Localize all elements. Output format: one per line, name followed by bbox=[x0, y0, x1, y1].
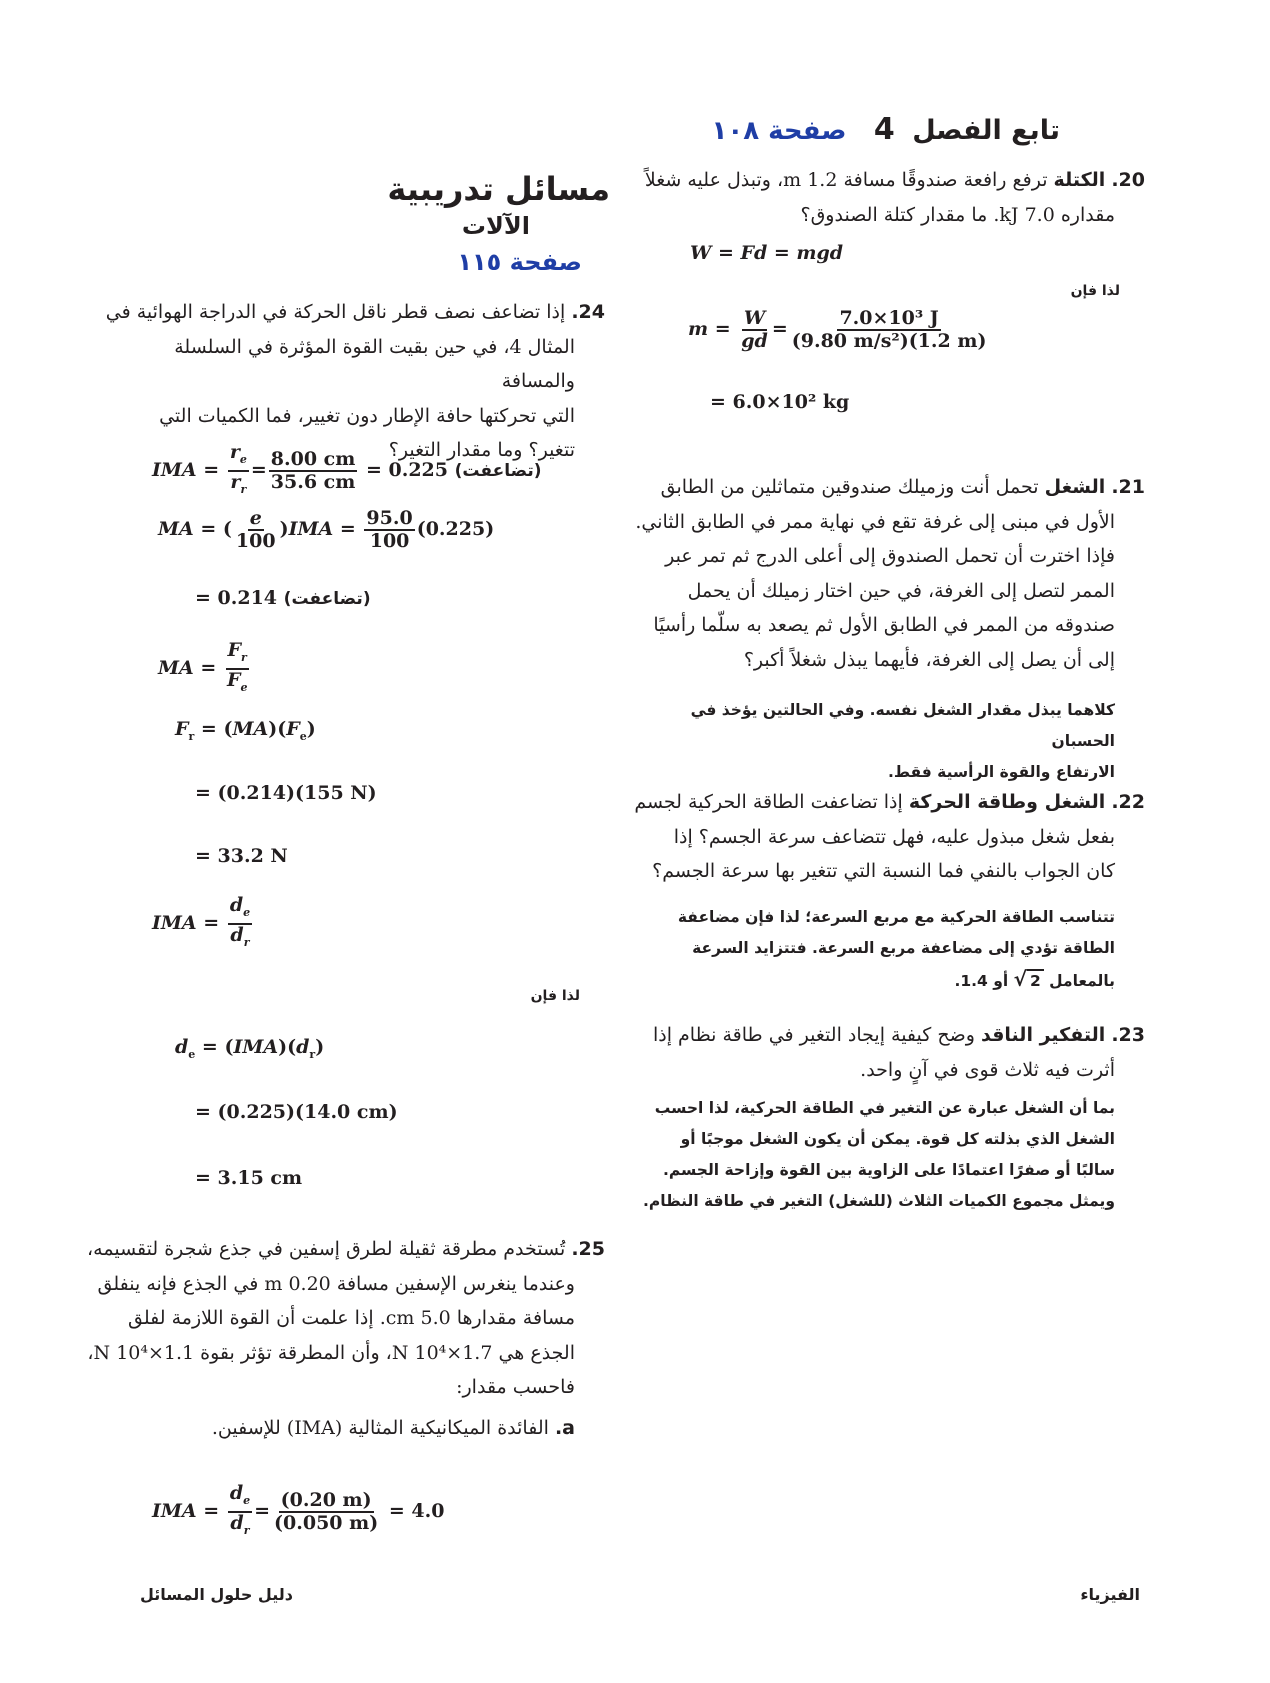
q24-eq-fr-values: = (0.214)(155 N) bbox=[195, 782, 377, 804]
q24-frac-ima bbox=[269, 449, 358, 493]
q23-answer bbox=[625, 1093, 1115, 1217]
q25-part-a-label: a. bbox=[554, 1416, 575, 1439]
q24-eq-ima-d: IMA = $\frac{d_e}{d_r}$ bbox=[152, 895, 254, 953]
q21-keyword: الشغل bbox=[1044, 476, 1106, 498]
question-20 bbox=[625, 163, 1145, 232]
q22-answer-line: الطاقة تؤدي إلى مضاعفة مربع السرعة. فتتزايد السرعة bbox=[692, 939, 1115, 957]
q23-line: وضح كيفية إيجاد التغير في طاقة نظام إذا bbox=[652, 1024, 975, 1046]
footer-left: دليل حلول المسائل bbox=[140, 1585, 293, 1604]
q23-answer-line: ويمثل مجموع الكميات الثلاث (للشغل) التغير في طاقة النظام. bbox=[643, 1192, 1115, 1210]
q20-eq-mass: m = $\frac{W}{gd}$ = $\frac{\text{7.0×10³ J}}{\text{(9.80 m/s²)(1.2 m)}}$ bbox=[688, 307, 987, 352]
question-23 bbox=[625, 1018, 1145, 1087]
question-22 bbox=[625, 785, 1145, 889]
question-21 bbox=[625, 470, 1145, 677]
q25-line: مسافة مقدارها 5.0 cm. إذا علمت أن القوة اللازمة لفلق bbox=[128, 1307, 575, 1329]
q22-answer-factor-label: بالمعامل bbox=[1049, 972, 1115, 990]
q21-line: الأول في مبنى إلى غرفة تقع في نهاية ممر في الطابق الثاني. bbox=[635, 510, 1115, 533]
chapter-label: تابع الفصل bbox=[912, 115, 1060, 146]
q24-eq-ma-result bbox=[195, 587, 371, 609]
q20-frac2 bbox=[790, 308, 989, 352]
q24-eq-ma: MA = ( $\frac{e}{100}$ )IMA = $\frac{95.0}{100}$ (0.225) bbox=[158, 507, 495, 552]
q20-frac2-den: (9.80 m/s²)(1.2 m) bbox=[791, 330, 987, 352]
q24-doubled-label: (تضاعفت) bbox=[454, 460, 542, 481]
sqrt-symbol: √ 2 bbox=[1014, 964, 1044, 997]
q23-answer-line: الشغل الذي بذلته كل قوة. يمكن أن يكون الشغل موجبًا أو bbox=[680, 1130, 1115, 1148]
q23-keyword: التفكير الناقد bbox=[981, 1024, 1106, 1046]
question-25 bbox=[75, 1232, 605, 1445]
q25-line: وعندما ينغرس الإسفين مسافة 0.20 m في الجذع فإنه ينفلق bbox=[97, 1272, 575, 1295]
q24-line: التي تحركتها حافة الإطار دون تغيير، فما الكميات التي bbox=[159, 404, 575, 427]
sqrt-value: 2 bbox=[1027, 969, 1044, 991]
q24-eq-de: $d_e = (IMA)(d_r)$ bbox=[175, 1036, 325, 1061]
q25-frac-den: (0.050 m) bbox=[274, 1511, 379, 1534]
q20-number: 20. bbox=[1111, 169, 1145, 191]
chapter-number: 4 bbox=[873, 112, 895, 147]
q21-line: الممر لتصل إلى الغرفة، في حين اختار زميلك أن يحمل bbox=[687, 579, 1115, 602]
q24-eq-fr: $F_r = (MA)(F_e)$ bbox=[175, 718, 316, 743]
q20-frac2-num: 7.0×10³ J bbox=[839, 307, 939, 329]
q24-line: المثال 4، في حين بقيت القوة المؤثرة في السلسلة والمسافة bbox=[174, 335, 575, 392]
q24-therefore: لذا فإن bbox=[530, 988, 580, 1004]
q21-number: 21. bbox=[1111, 476, 1145, 498]
q22-line: بفعل شغل مبذول عليه، فهل تتضاعف سرعة الجسم؟ إذا bbox=[673, 825, 1115, 848]
q24-eq-ma-forces: MA = $\frac{F_r}{F_e}$ bbox=[158, 640, 251, 698]
q21-line: تحمل أنت وزميلك صندوقين متماثلين من الطابق bbox=[660, 476, 1039, 498]
q25-eq-ima: IMA = $\frac{d_e}{d_r}$ = $\frac{(0.20 m)}{(0.050 m)}$ = 4.0 bbox=[152, 1483, 444, 1541]
q21-answer bbox=[625, 695, 1115, 788]
q20-frac1 bbox=[739, 308, 770, 352]
q25-part-a bbox=[75, 1411, 605, 1446]
q25-number: 25. bbox=[571, 1238, 605, 1260]
q20-therefore: لذا فإن bbox=[1070, 283, 1120, 299]
q23-line: أثرت فيه ثلاث قوى في آنٍ واحد. bbox=[860, 1058, 1115, 1081]
q25-part-a-text: الفائدة الميكانيكية المثالية (IMA) للإسفين. bbox=[211, 1416, 549, 1439]
q24-frac-ma-num: 95.0 bbox=[366, 507, 413, 529]
q23-number: 23. bbox=[1111, 1024, 1145, 1046]
q23-answer-line: بما أن الشغل عبارة عن التغير في الطاقة الحركية، لذا احسب bbox=[654, 1099, 1115, 1117]
section-page-label: صفحة ١١٥ bbox=[457, 248, 582, 276]
q24-eq-fr-result: = 33.2 N bbox=[195, 845, 288, 867]
q21-answer-line: الارتفاع والقوة الرأسية فقط. bbox=[888, 763, 1115, 781]
q25-line: الجذع هي 1.7×10⁴ N، وأن المطرقة تؤثر بقوة 1.1×10⁴ N، bbox=[87, 1341, 575, 1364]
q21-line: فإذا اخترت أن تحمل الصندوق إلى أعلى الدرج ثم تمر عبر bbox=[665, 545, 1115, 567]
q22-answer-line: تتناسب الطاقة الحركية مع مربع السرعة؛ لذا فإن مضاعفة bbox=[677, 908, 1115, 926]
q24-line: إذا تضاعف نصف قطر ناقل الحركة في الدراجة الهوائية في bbox=[105, 301, 566, 323]
q20-text-line2: مقداره 7.0 kJ. ما مقدار كتلة الصندوق؟ bbox=[800, 203, 1115, 226]
section-subtitle: الآلات bbox=[461, 212, 530, 240]
q21-line: إلى أن يصل إلى الغرفة، فأيهما يبذل شغلاً أكبر؟ bbox=[743, 648, 1115, 671]
q24-eq-ma-factor: (0.225) bbox=[416, 518, 495, 540]
q24-frac-f: $\frac{F_r}{F_e}$ bbox=[226, 639, 248, 694]
q25-frac-d: $\frac{d_e}{d_r}$ bbox=[229, 1482, 251, 1537]
q20-frac1-num: W bbox=[743, 307, 766, 329]
q24-doubled-label: (تضاعفت) bbox=[283, 589, 371, 609]
q25-frac-num: (0.20 m) bbox=[280, 1488, 372, 1511]
q24-frac-r: $\frac{r_e}{r_r}$ bbox=[229, 441, 247, 496]
q25-eq-result: = 4.0 bbox=[388, 1499, 445, 1522]
q20-text-line1: ترفع رافعة صندوقًا مسافة 1.2 m، وتبذل عليه شغلاً bbox=[644, 169, 1048, 191]
q25-line: فاحسب مقدار: bbox=[456, 1376, 575, 1398]
q24-frac-ma-den: 100 bbox=[369, 530, 410, 552]
q24-line: تتغير؟ وما مقدار التغير؟ bbox=[388, 439, 575, 461]
q20-keyword: الكتلة bbox=[1053, 169, 1106, 191]
q24-frac-ima-den: 35.6 cm bbox=[270, 470, 356, 493]
chapter-page-label: صفحة ١٠٨ bbox=[711, 116, 847, 146]
q24-frac-d: $\frac{d_e}{d_r}$ bbox=[229, 894, 251, 949]
chapter-header bbox=[712, 112, 1061, 147]
q22-number: 22. bbox=[1111, 791, 1145, 813]
q20-eq-result: = 6.0×10² kg bbox=[710, 391, 850, 413]
q24-number: 24. bbox=[571, 301, 605, 323]
q24-frac-ima-num: 8.00 cm bbox=[270, 447, 356, 470]
q22-answer-line bbox=[625, 964, 1115, 997]
q24-eq-ima: IMA = $\frac{r_e}{r_r}$ = $\frac{8.00 cm}{35.6 cm}$ = 0.225 (تضاعفت) bbox=[152, 442, 542, 500]
q22-line: إذا تضاعفت الطاقة الحركية لجسم bbox=[634, 791, 903, 813]
q21-answer-line: كلاهما يبذل مقدار الشغل نفسه. وفي الحالتين يؤخذ في الحسبان bbox=[690, 701, 1115, 750]
q20-eq-work: W = Fd = mgd bbox=[690, 242, 844, 264]
q20-eq-lhs: m = bbox=[688, 318, 731, 340]
section-title: مسائل تدريبية bbox=[387, 170, 610, 208]
q22-answer-factor-alt: أو 1.4. bbox=[954, 972, 1009, 990]
q21-line: صندوقه من الممر في الطابق الأول ثم يصعد به سلّما رأسيًا bbox=[653, 614, 1115, 636]
q22-keyword: الشغل وطاقة الحركة bbox=[908, 791, 1106, 813]
q24-eq-ma-value: = 0.214 bbox=[195, 587, 278, 609]
q25-frac-values bbox=[272, 1490, 380, 1534]
q24-eq-de-values: = (0.225)(14.0 cm) bbox=[195, 1101, 398, 1123]
q24-eq-de-result: = 3.15 cm bbox=[195, 1167, 303, 1189]
q20-frac1-den: gd bbox=[741, 330, 768, 352]
q24-frac-ma bbox=[364, 508, 414, 552]
q24-eq-ima-result: = 0.225 bbox=[365, 458, 448, 481]
q25-line: تُستخدم مطرقة ثقيلة لطرق إسفين في جذع شجرة لتقسيمه، bbox=[87, 1238, 566, 1260]
q22-line: كان الجواب بالنفي فما النسبة التي تتغير بها سرعة الجسم؟ bbox=[652, 860, 1115, 882]
q22-answer bbox=[625, 902, 1115, 997]
footer-right: الفيزياء bbox=[1080, 1585, 1140, 1604]
q24-frac-e: $\frac{e}{100}$ bbox=[235, 507, 276, 552]
q23-answer-line: سالبًا أو صفرًا اعتمادًا على الزاوية بين القوة وإزاحة الجسم. bbox=[662, 1161, 1115, 1179]
